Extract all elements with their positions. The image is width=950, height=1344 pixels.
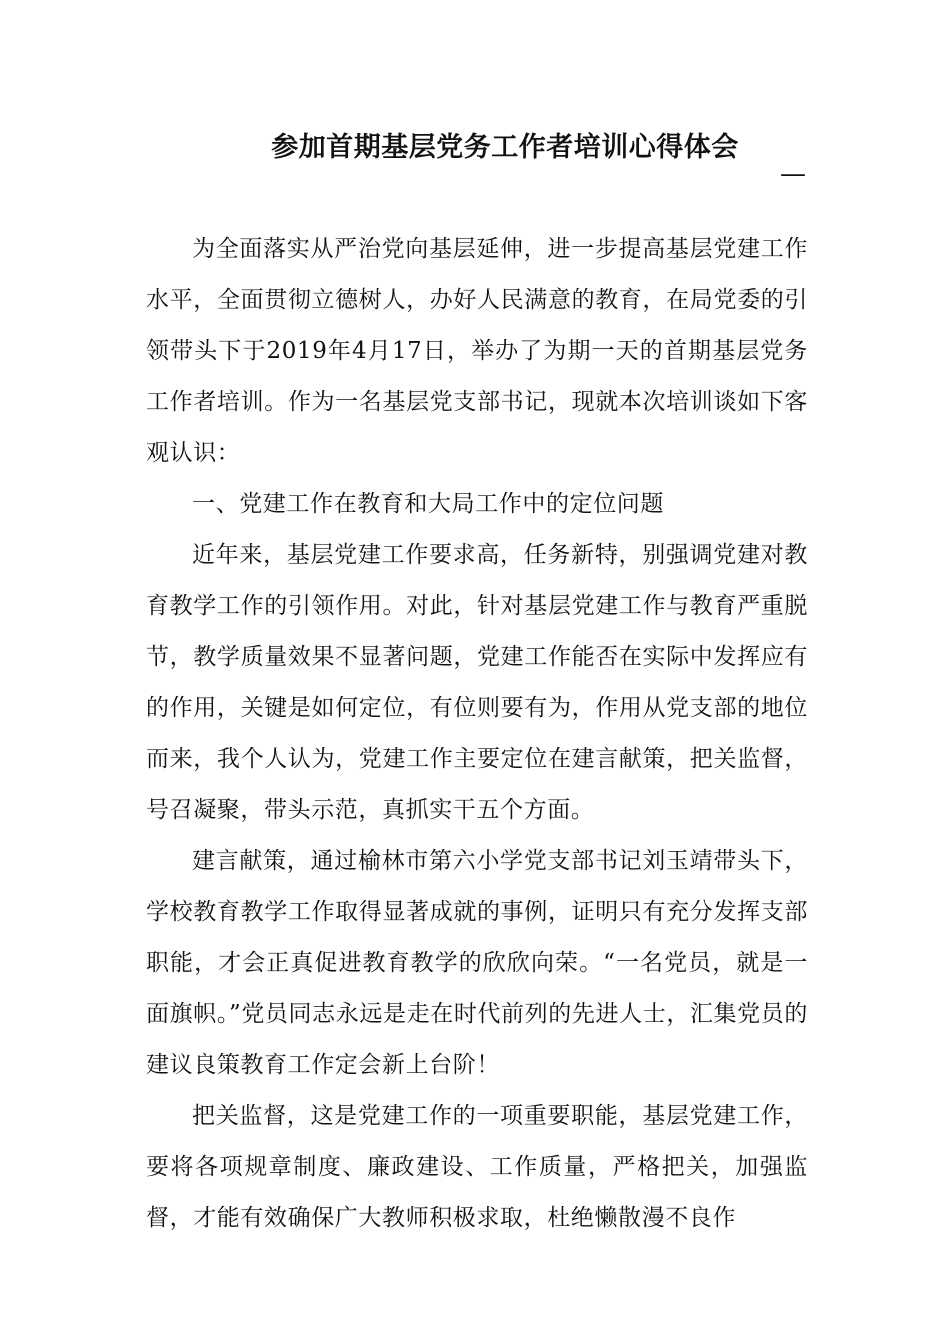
page-title: 参加首期基层党务工作者培训心得体会 — [271, 132, 739, 163]
paragraph-intro: 为全面落实从严治党向基层延伸，进一步提高基层党建工作水平，全面贯彻立德树人，办好人民满意的教育，在局党委的引领带头下于2019年4月17日，举办了为期一天的首期基层党务工作者培训。作为一名基层党支部书记，现就本次培训谈如下客观认识： — [146, 236, 808, 466]
section-heading: 一、党建工作在教育和大局工作中的定位问题 — [192, 491, 664, 517]
paragraph-positioning: 近年来，基层党建工作要求高，任务新特，别强调党建对教育教学工作的引领作用。对此，针对基层党建工作与教育严重脱节，教学质量效果不显著问题，党建工作能否在实际中发挥应有的作用，关键是如何定位，有位则要有为，作用从党支部的地位而来，我个人认为，党建工作主要定位在建言献策，把关监督，号召凝聚，带头示范，真抓实干五个方面。 — [146, 542, 808, 823]
paragraph-supervision: 把关监督，这是党建工作的一项重要职能，基层党建工作，要将各项规章制度、廉政建设、工作质量，严格把关，加强监督，才能有效确保广大教师积极求取，杜绝懒散漫不良作 — [146, 1103, 808, 1231]
paragraph-advice: 建言献策，通过榆林市第六小学党支部书记刘玉靖带头下，学校教育教学工作取得显著成就的事例，证明只有充分发挥支部职能，才会正真促进教育教学的欣欣向荣。“一名党员，就是一面旗帜。”党员同志永远是走在时代前列的先进人士，汇集党员的建议良策教育工作定会新上台阶！ — [146, 848, 808, 1078]
document-body — [146, 224, 808, 1244]
title-dash: — — [780, 159, 806, 189]
